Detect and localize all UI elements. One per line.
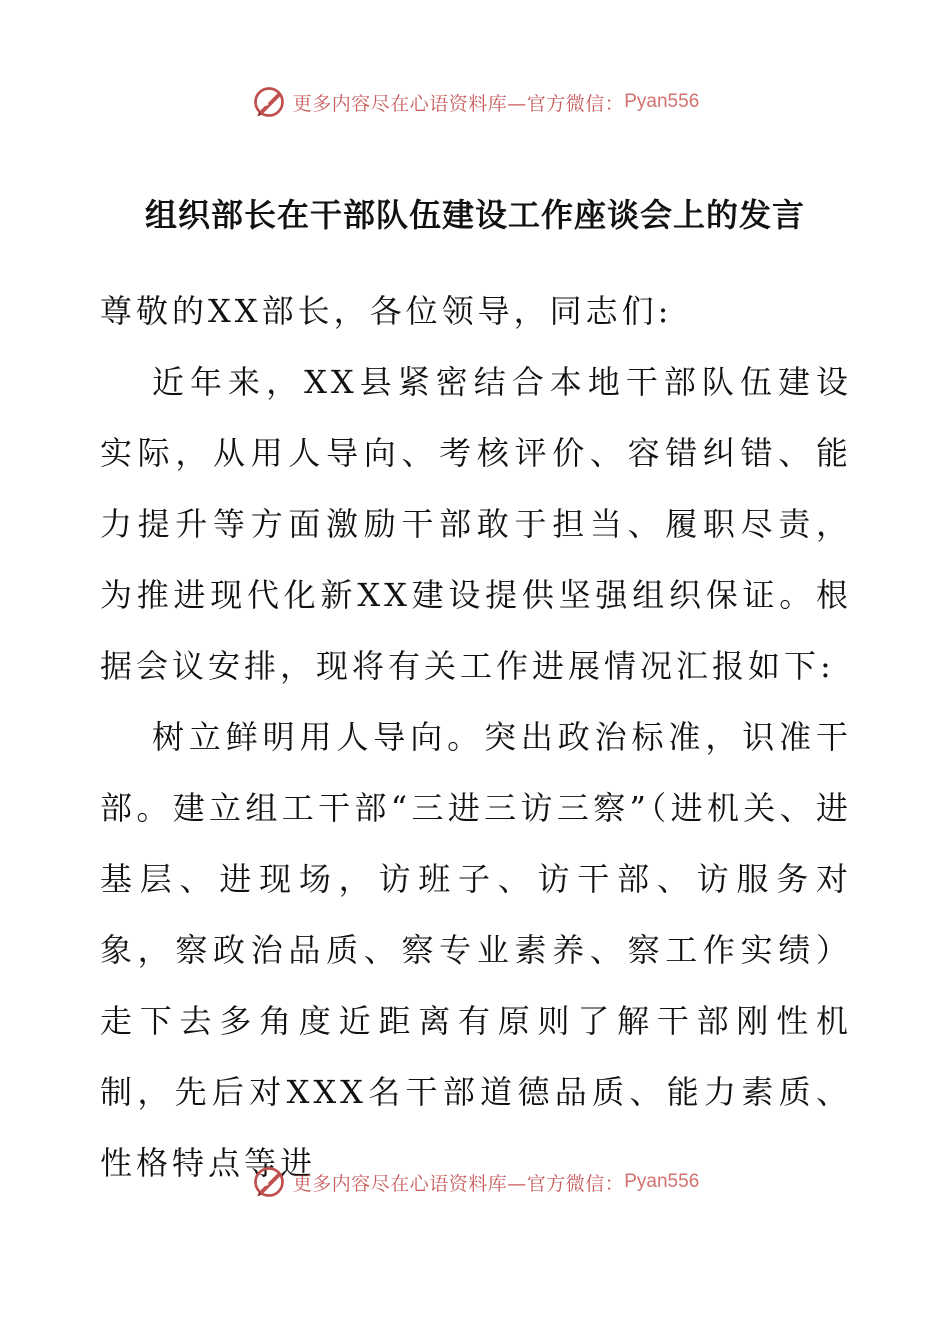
document-body xyxy=(100,276,852,1199)
watermark-wechat-id: Pyan556 xyxy=(624,1171,700,1192)
watermark-wechat-id: Pyan556 xyxy=(624,91,700,112)
pen-logo-icon xyxy=(251,1164,287,1200)
footer-watermark xyxy=(0,1160,950,1204)
watermark-text: 更多内容尽在心语资料库—官方微信： xyxy=(292,1172,625,1195)
paragraph-guidance: 树立鲜明用人导向。突出政治标准，识准干部。建立组工干部“三进三访三察”（进机关、进基层、进现场，访班子、访干部、访服务对象，察政治品质、察专业素养、察工作实绩）走下去多角度近距离有原则了解干部刚性机制，先后对XXX名干部道德品质、能力素质、性格特点等进 xyxy=(100,718,852,1182)
paragraph-intro: 近年来，XX县紧密结合本地干部队伍建设实际，从用人导向、考核评价、容错纠错、能力提升等方面激励干部敢于担当、履职尽责，为推进现代化新XX建设提供坚强组织保证。根据会议安排，现将有关工作进展情况汇报如下: xyxy=(100,363,852,685)
document-title: 组织部长在干部队伍建设工作座谈会上的发言 xyxy=(144,196,805,234)
pen-logo-icon xyxy=(251,84,287,120)
header-watermark xyxy=(0,80,950,124)
salutation: 尊敬的XX部长，各位领导，同志们: xyxy=(100,292,673,330)
watermark-text: 更多内容尽在心语资料库—官方微信： xyxy=(292,92,625,115)
